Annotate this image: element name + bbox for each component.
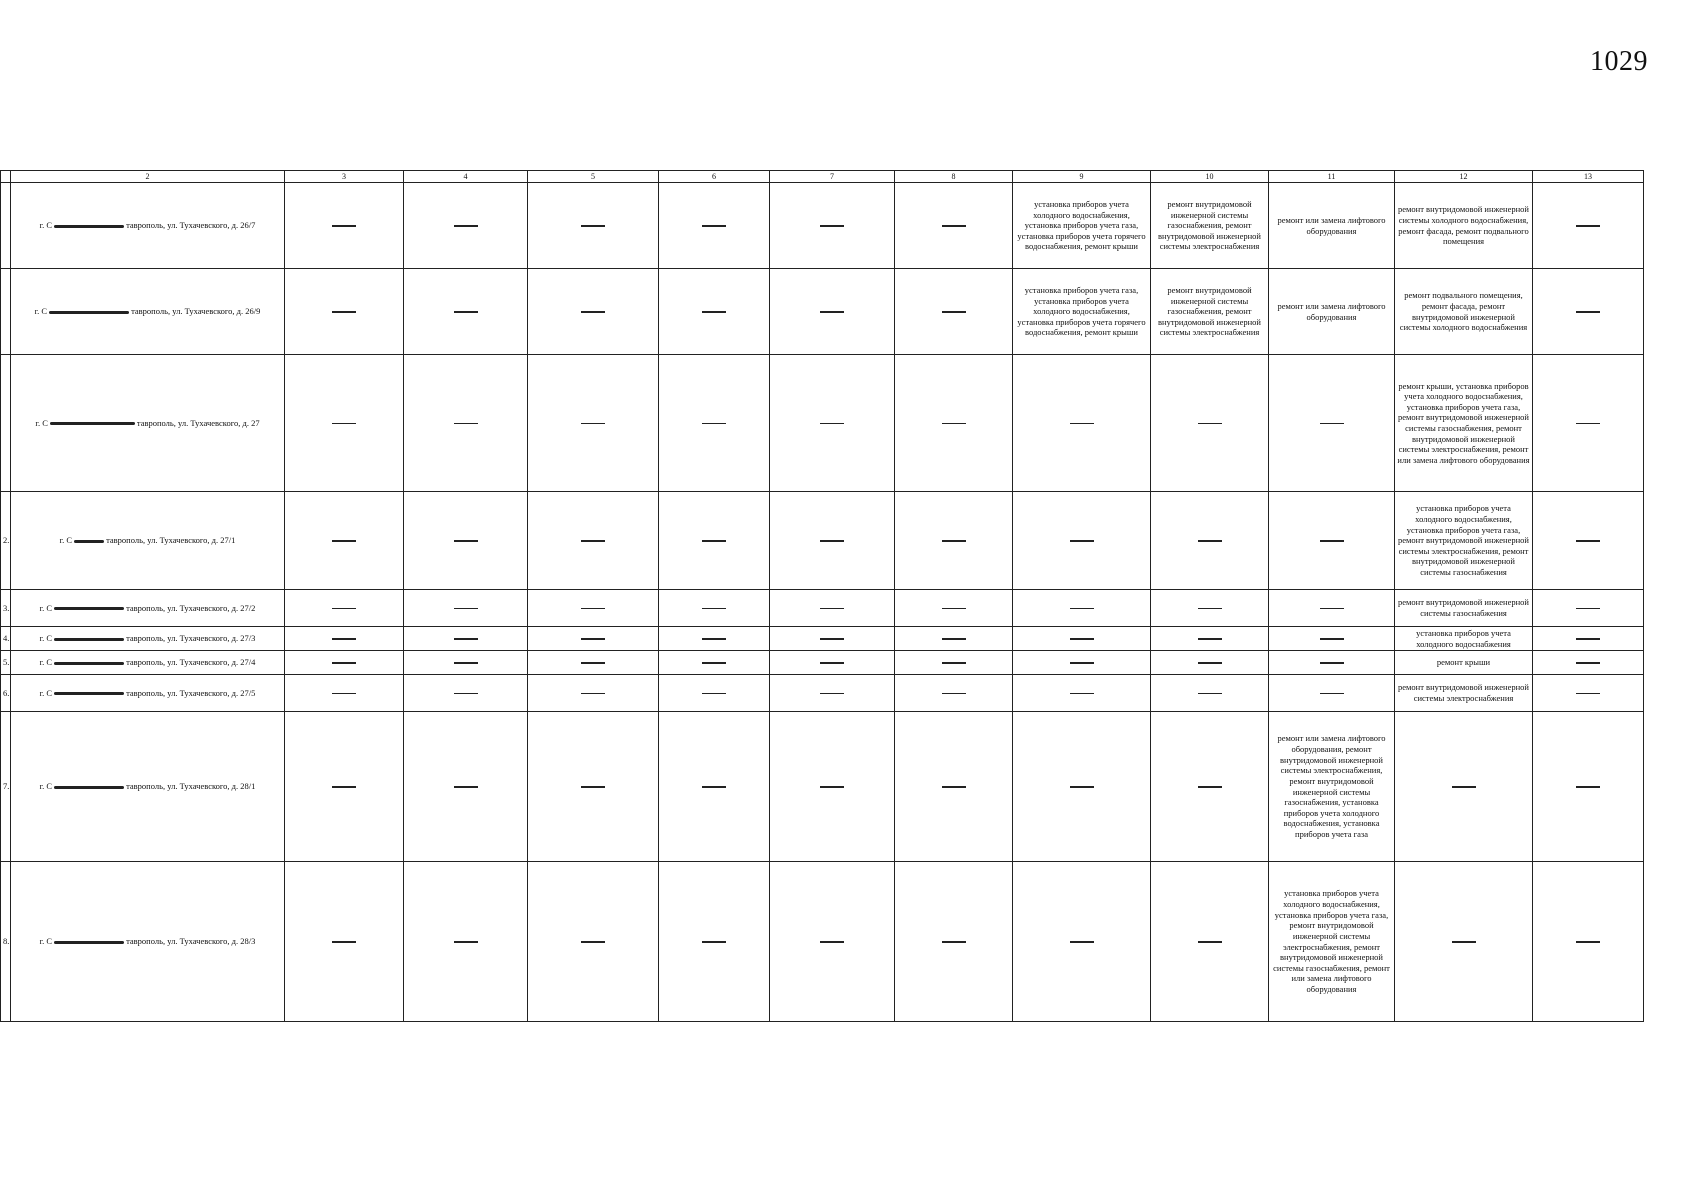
empty-dash-cell bbox=[1533, 651, 1644, 675]
dash-mark bbox=[820, 693, 844, 695]
dash-mark bbox=[1576, 423, 1600, 425]
table-row bbox=[1, 675, 1644, 712]
dash-mark bbox=[1198, 941, 1222, 943]
empty-dash-cell bbox=[895, 590, 1013, 627]
dash-mark bbox=[581, 225, 605, 227]
empty-dash-cell bbox=[285, 712, 404, 862]
dash-mark bbox=[942, 786, 966, 788]
redaction-mark bbox=[54, 662, 124, 665]
empty-dash-cell bbox=[528, 651, 659, 675]
work-description-cell: ремонт крыши bbox=[1395, 651, 1533, 675]
column-header: 6 bbox=[659, 171, 770, 183]
dash-mark bbox=[1320, 662, 1344, 664]
address-cell bbox=[11, 627, 285, 651]
address-suffix: таврополь, ул. Тухачевского, д. 26/7 bbox=[126, 220, 256, 231]
dash-mark bbox=[332, 540, 356, 542]
dash-mark bbox=[1198, 608, 1222, 610]
empty-dash-cell bbox=[895, 862, 1013, 1022]
empty-dash-cell bbox=[895, 627, 1013, 651]
page-number: 1029 bbox=[1590, 46, 1648, 77]
work-description-cell: ремонт крыши, установка приборов учета холодного водоснабжения, установка приборов учета газа, ремонт внутридомовой инженерной системы газоснабжения, ремонт внутридомовой инженерной системы электроснабжения, ремонт или замена лифтового оборудования bbox=[1395, 355, 1533, 492]
empty-dash-cell bbox=[1395, 712, 1533, 862]
row-number: 8. bbox=[1, 862, 11, 1022]
dash-mark bbox=[1576, 693, 1600, 695]
dash-mark bbox=[454, 423, 478, 425]
dash-mark bbox=[1070, 786, 1094, 788]
redaction-mark bbox=[54, 786, 124, 789]
row-number: 3. bbox=[1, 590, 11, 627]
row-number bbox=[1, 183, 11, 269]
dash-mark bbox=[1070, 638, 1094, 640]
dash-mark bbox=[1576, 225, 1600, 227]
empty-dash-cell bbox=[285, 183, 404, 269]
empty-dash-cell bbox=[770, 183, 895, 269]
empty-dash-cell bbox=[1533, 355, 1644, 492]
work-description-cell: установка приборов учета холодного водоснабжения bbox=[1395, 627, 1533, 651]
dash-mark bbox=[1198, 423, 1222, 425]
dash-mark bbox=[820, 662, 844, 664]
row-number bbox=[1, 269, 11, 355]
work-description-cell: ремонт внутридомовой инженерной системы газоснабжения, ремонт внутридомовой инженерной системы электроснабжения bbox=[1151, 269, 1269, 355]
column-header: 2 bbox=[11, 171, 285, 183]
work-description-cell: установка приборов учета холодного водоснабжения, установка приборов учета газа, ремонт внутридомовой инженерной системы электроснабжения, ремонт внутридомовой инженерной системы газоснабжения bbox=[1395, 492, 1533, 590]
empty-dash-cell bbox=[285, 862, 404, 1022]
empty-dash-cell bbox=[1151, 590, 1269, 627]
dash-mark bbox=[581, 423, 605, 425]
empty-dash-cell bbox=[404, 675, 528, 712]
empty-dash-cell bbox=[659, 269, 770, 355]
empty-dash-cell bbox=[404, 183, 528, 269]
work-description-cell: ремонт внутридомовой инженерной системы холодного водоснабжения, ремонт фасада, ремонт подвального помещения bbox=[1395, 183, 1533, 269]
address-suffix: таврополь, ул. Тухачевского, д. 26/9 bbox=[131, 306, 261, 317]
empty-dash-cell bbox=[1533, 712, 1644, 862]
dash-mark bbox=[1576, 608, 1600, 610]
empty-dash-cell bbox=[659, 355, 770, 492]
dash-mark bbox=[1576, 311, 1600, 313]
dash-mark bbox=[454, 662, 478, 664]
dash-mark bbox=[702, 225, 726, 227]
address-cell bbox=[11, 590, 285, 627]
work-description-cell: ремонт внутридомовой инженерной системы электроснабжения bbox=[1395, 675, 1533, 712]
dash-mark bbox=[332, 608, 356, 610]
empty-dash-cell bbox=[528, 183, 659, 269]
empty-dash-cell bbox=[285, 590, 404, 627]
column-header: 5 bbox=[528, 171, 659, 183]
dash-mark bbox=[1070, 693, 1094, 695]
row-number: 4. bbox=[1, 627, 11, 651]
dash-mark bbox=[942, 225, 966, 227]
dash-mark bbox=[581, 941, 605, 943]
empty-dash-cell bbox=[528, 675, 659, 712]
dash-mark bbox=[942, 608, 966, 610]
empty-dash-cell bbox=[770, 492, 895, 590]
dash-mark bbox=[820, 225, 844, 227]
empty-dash-cell bbox=[895, 183, 1013, 269]
empty-dash-cell bbox=[895, 712, 1013, 862]
empty-dash-cell bbox=[770, 651, 895, 675]
dash-mark bbox=[332, 638, 356, 640]
table-row bbox=[1, 183, 1644, 269]
empty-dash-cell bbox=[770, 712, 895, 862]
empty-dash-cell bbox=[1151, 627, 1269, 651]
dash-mark bbox=[820, 608, 844, 610]
column-header: 4 bbox=[404, 171, 528, 183]
row-number bbox=[1, 355, 11, 492]
address-prefix: г. С bbox=[39, 657, 53, 668]
column-header: 12 bbox=[1395, 171, 1533, 183]
empty-dash-cell bbox=[528, 355, 659, 492]
empty-dash-cell bbox=[895, 492, 1013, 590]
empty-dash-cell bbox=[404, 627, 528, 651]
address-prefix: г. С bbox=[39, 781, 53, 792]
empty-dash-cell bbox=[895, 269, 1013, 355]
work-description-cell: установка приборов учета холодного водоснабжения, установка приборов учета газа, установка приборов учета горячего водоснабжения, ремонт крыши bbox=[1013, 183, 1151, 269]
address-cell bbox=[11, 651, 285, 675]
empty-dash-cell bbox=[895, 651, 1013, 675]
empty-dash-cell bbox=[659, 590, 770, 627]
dash-mark bbox=[1320, 423, 1344, 425]
address-prefix: г. С bbox=[35, 417, 48, 428]
empty-dash-cell bbox=[659, 183, 770, 269]
dash-mark bbox=[1198, 693, 1222, 695]
table-row bbox=[1, 492, 1644, 590]
dash-mark bbox=[702, 311, 726, 313]
empty-dash-cell bbox=[770, 627, 895, 651]
dash-mark bbox=[702, 638, 726, 640]
empty-dash-cell bbox=[1533, 675, 1644, 712]
empty-dash-cell bbox=[770, 269, 895, 355]
redaction-mark bbox=[54, 941, 124, 944]
dash-mark bbox=[1070, 662, 1094, 664]
dash-mark bbox=[581, 311, 605, 313]
empty-dash-cell bbox=[1395, 862, 1533, 1022]
address-prefix: г. С bbox=[39, 687, 53, 698]
dash-mark bbox=[942, 693, 966, 695]
column-header: 7 bbox=[770, 171, 895, 183]
empty-dash-cell bbox=[1151, 862, 1269, 1022]
work-description-cell: установка приборов учета газа, установка приборов учета холодного водоснабжения, установка приборов учета горячего водоснабжения, ремонт крыши bbox=[1013, 269, 1151, 355]
empty-dash-cell bbox=[1151, 492, 1269, 590]
column-header: 3 bbox=[285, 171, 404, 183]
dash-mark bbox=[942, 423, 966, 425]
redaction-mark bbox=[50, 422, 135, 425]
dash-mark bbox=[942, 941, 966, 943]
empty-dash-cell bbox=[659, 862, 770, 1022]
redaction-mark bbox=[54, 607, 124, 610]
dash-mark bbox=[581, 662, 605, 664]
dash-mark bbox=[581, 608, 605, 610]
dash-mark bbox=[942, 540, 966, 542]
empty-dash-cell bbox=[770, 862, 895, 1022]
dash-mark bbox=[1576, 540, 1600, 542]
address-prefix: г. С bbox=[59, 535, 73, 546]
address-cell bbox=[11, 712, 285, 862]
empty-dash-cell bbox=[1269, 627, 1395, 651]
address-cell bbox=[11, 862, 285, 1022]
dash-mark bbox=[1070, 540, 1094, 542]
dash-mark bbox=[820, 941, 844, 943]
empty-dash-cell bbox=[404, 862, 528, 1022]
work-description-cell: ремонт или замена лифтового оборудования, ремонт внутридомовой инженерной системы электроснабжения, ремонт внутридомовой инженерной системы газоснабжения, установка приборов учета холодного водоснабжения, установка приборов учета газа bbox=[1269, 712, 1395, 862]
dash-mark bbox=[820, 311, 844, 313]
column-header: 11 bbox=[1269, 171, 1395, 183]
column-header bbox=[1, 171, 11, 183]
address-suffix: таврополь, ул. Тухачевского, д. 27/5 bbox=[126, 687, 256, 698]
empty-dash-cell bbox=[770, 675, 895, 712]
redaction-mark bbox=[74, 540, 104, 543]
column-header: 9 bbox=[1013, 171, 1151, 183]
work-description-cell: ремонт подвального помещения, ремонт фасада, ремонт внутридомовой инженерной системы холодного водоснабжения bbox=[1395, 269, 1533, 355]
dash-mark bbox=[332, 662, 356, 664]
empty-dash-cell bbox=[1151, 651, 1269, 675]
row-number: 5. bbox=[1, 651, 11, 675]
table-row bbox=[1, 355, 1644, 492]
address-cell bbox=[11, 492, 285, 590]
empty-dash-cell bbox=[1013, 651, 1151, 675]
column-header: 13 bbox=[1533, 171, 1644, 183]
empty-dash-cell bbox=[1151, 712, 1269, 862]
address-suffix: таврополь, ул. Тухачевского, д. 28/3 bbox=[126, 936, 256, 947]
empty-dash-cell bbox=[659, 627, 770, 651]
dash-mark bbox=[1320, 638, 1344, 640]
address-cell bbox=[11, 269, 285, 355]
address-prefix: г. С bbox=[39, 633, 53, 644]
empty-dash-cell bbox=[659, 651, 770, 675]
dash-mark bbox=[1198, 540, 1222, 542]
empty-dash-cell bbox=[659, 492, 770, 590]
address-cell bbox=[11, 183, 285, 269]
column-number-row bbox=[1, 171, 1644, 183]
dash-mark bbox=[702, 662, 726, 664]
dash-mark bbox=[702, 423, 726, 425]
empty-dash-cell bbox=[895, 355, 1013, 492]
empty-dash-cell bbox=[770, 590, 895, 627]
dash-mark bbox=[1320, 540, 1344, 542]
empty-dash-cell bbox=[404, 355, 528, 492]
empty-dash-cell bbox=[1533, 269, 1644, 355]
row-number: 7. bbox=[1, 712, 11, 862]
address-suffix: таврополь, ул. Тухачевского, д. 27 bbox=[136, 417, 260, 428]
empty-dash-cell bbox=[1533, 627, 1644, 651]
empty-dash-cell bbox=[1151, 675, 1269, 712]
table-row bbox=[1, 590, 1644, 627]
work-description-cell: ремонт внутридомовой инженерной системы газоснабжения, ремонт внутридомовой инженерной системы электроснабжения bbox=[1151, 183, 1269, 269]
dash-mark bbox=[454, 311, 478, 313]
dash-mark bbox=[702, 786, 726, 788]
empty-dash-cell bbox=[404, 590, 528, 627]
dash-mark bbox=[454, 693, 478, 695]
empty-dash-cell bbox=[404, 712, 528, 862]
row-number: 2. bbox=[1, 492, 11, 590]
table-row bbox=[1, 651, 1644, 675]
empty-dash-cell bbox=[404, 651, 528, 675]
empty-dash-cell bbox=[285, 675, 404, 712]
empty-dash-cell bbox=[285, 651, 404, 675]
redaction-mark bbox=[54, 692, 124, 695]
empty-dash-cell bbox=[528, 712, 659, 862]
redaction-mark bbox=[54, 225, 124, 228]
work-description-cell: ремонт внутридомовой инженерной системы газоснабжения bbox=[1395, 590, 1533, 627]
empty-dash-cell bbox=[1151, 355, 1269, 492]
empty-dash-cell bbox=[1013, 492, 1151, 590]
address-suffix: таврополь, ул. Тухачевского, д. 27/2 bbox=[126, 602, 256, 613]
table-row bbox=[1, 712, 1644, 862]
address-prefix: г. С bbox=[39, 602, 53, 613]
works-table bbox=[0, 170, 1644, 1022]
empty-dash-cell bbox=[1269, 675, 1395, 712]
table-body bbox=[1, 183, 1644, 1022]
dash-mark bbox=[332, 693, 356, 695]
empty-dash-cell bbox=[285, 269, 404, 355]
dash-mark bbox=[1198, 662, 1222, 664]
empty-dash-cell bbox=[1269, 651, 1395, 675]
dash-mark bbox=[454, 941, 478, 943]
dash-mark bbox=[581, 638, 605, 640]
address-cell bbox=[11, 355, 285, 492]
dash-mark bbox=[332, 225, 356, 227]
address-prefix: г. С bbox=[39, 936, 53, 947]
dash-mark bbox=[454, 608, 478, 610]
dash-mark bbox=[942, 662, 966, 664]
work-description-cell: установка приборов учета холодного водоснабжения, установка приборов учета газа, ремонт внутридомовой инженерной системы электроснабжения, ремонт внутридомовой инженерной системы газоснабжения, ремонт или замена лифтового оборудования bbox=[1269, 862, 1395, 1022]
dash-mark bbox=[454, 225, 478, 227]
address-prefix: г. С bbox=[34, 306, 48, 317]
dash-mark bbox=[581, 693, 605, 695]
empty-dash-cell bbox=[528, 269, 659, 355]
table-row bbox=[1, 862, 1644, 1022]
empty-dash-cell bbox=[528, 590, 659, 627]
dash-mark bbox=[702, 540, 726, 542]
dash-mark bbox=[454, 786, 478, 788]
dash-mark bbox=[1070, 608, 1094, 610]
dash-mark bbox=[820, 423, 844, 425]
dash-mark bbox=[1576, 638, 1600, 640]
empty-dash-cell bbox=[659, 712, 770, 862]
empty-dash-cell bbox=[285, 627, 404, 651]
dash-mark bbox=[820, 540, 844, 542]
address-suffix: таврополь, ул. Тухачевского, д. 27/1 bbox=[106, 535, 236, 546]
dash-mark bbox=[1198, 786, 1222, 788]
dash-mark bbox=[1320, 693, 1344, 695]
empty-dash-cell bbox=[1013, 627, 1151, 651]
redaction-mark bbox=[49, 311, 129, 314]
dash-mark bbox=[1070, 941, 1094, 943]
dash-mark bbox=[942, 638, 966, 640]
empty-dash-cell bbox=[404, 269, 528, 355]
address-suffix: таврополь, ул. Тухачевского, д. 27/3 bbox=[126, 633, 256, 644]
empty-dash-cell bbox=[1533, 492, 1644, 590]
dash-mark bbox=[1320, 608, 1344, 610]
dash-mark bbox=[581, 540, 605, 542]
dash-mark bbox=[1452, 941, 1476, 943]
dash-mark bbox=[702, 608, 726, 610]
dash-mark bbox=[1576, 662, 1600, 664]
empty-dash-cell bbox=[528, 627, 659, 651]
empty-dash-cell bbox=[528, 862, 659, 1022]
column-header: 10 bbox=[1151, 171, 1269, 183]
empty-dash-cell bbox=[1269, 492, 1395, 590]
dash-mark bbox=[1452, 786, 1476, 788]
empty-dash-cell bbox=[1013, 355, 1151, 492]
address-prefix: г. С bbox=[39, 220, 53, 231]
empty-dash-cell bbox=[285, 492, 404, 590]
dash-mark bbox=[332, 311, 356, 313]
dash-mark bbox=[581, 786, 605, 788]
dash-mark bbox=[1576, 786, 1600, 788]
address-suffix: таврополь, ул. Тухачевского, д. 28/1 bbox=[126, 781, 256, 792]
dash-mark bbox=[332, 423, 356, 425]
dash-mark bbox=[1576, 941, 1600, 943]
address-suffix: таврополь, ул. Тухачевского, д. 27/4 bbox=[126, 657, 256, 668]
dash-mark bbox=[1070, 423, 1094, 425]
dash-mark bbox=[942, 311, 966, 313]
address-cell bbox=[11, 675, 285, 712]
empty-dash-cell bbox=[1013, 590, 1151, 627]
dash-mark bbox=[454, 540, 478, 542]
empty-dash-cell bbox=[1269, 355, 1395, 492]
column-header: 8 bbox=[895, 171, 1013, 183]
table-row bbox=[1, 269, 1644, 355]
empty-dash-cell bbox=[1013, 862, 1151, 1022]
empty-dash-cell bbox=[770, 355, 895, 492]
empty-dash-cell bbox=[659, 675, 770, 712]
table-row bbox=[1, 627, 1644, 651]
empty-dash-cell bbox=[1013, 675, 1151, 712]
dash-mark bbox=[702, 693, 726, 695]
empty-dash-cell bbox=[1269, 590, 1395, 627]
dash-mark bbox=[820, 638, 844, 640]
empty-dash-cell bbox=[1533, 862, 1644, 1022]
empty-dash-cell bbox=[895, 675, 1013, 712]
redaction-mark bbox=[54, 638, 124, 641]
work-description-cell: ремонт или замена лифтового оборудования bbox=[1269, 269, 1395, 355]
empty-dash-cell bbox=[404, 492, 528, 590]
empty-dash-cell bbox=[285, 355, 404, 492]
empty-dash-cell bbox=[1013, 712, 1151, 862]
empty-dash-cell bbox=[528, 492, 659, 590]
dash-mark bbox=[332, 786, 356, 788]
dash-mark bbox=[1198, 638, 1222, 640]
dash-mark bbox=[454, 638, 478, 640]
dash-mark bbox=[820, 786, 844, 788]
work-description-cell: ремонт или замена лифтового оборудования bbox=[1269, 183, 1395, 269]
dash-mark bbox=[702, 941, 726, 943]
empty-dash-cell bbox=[1533, 590, 1644, 627]
dash-mark bbox=[332, 941, 356, 943]
row-number: 6. bbox=[1, 675, 11, 712]
empty-dash-cell bbox=[1533, 183, 1644, 269]
